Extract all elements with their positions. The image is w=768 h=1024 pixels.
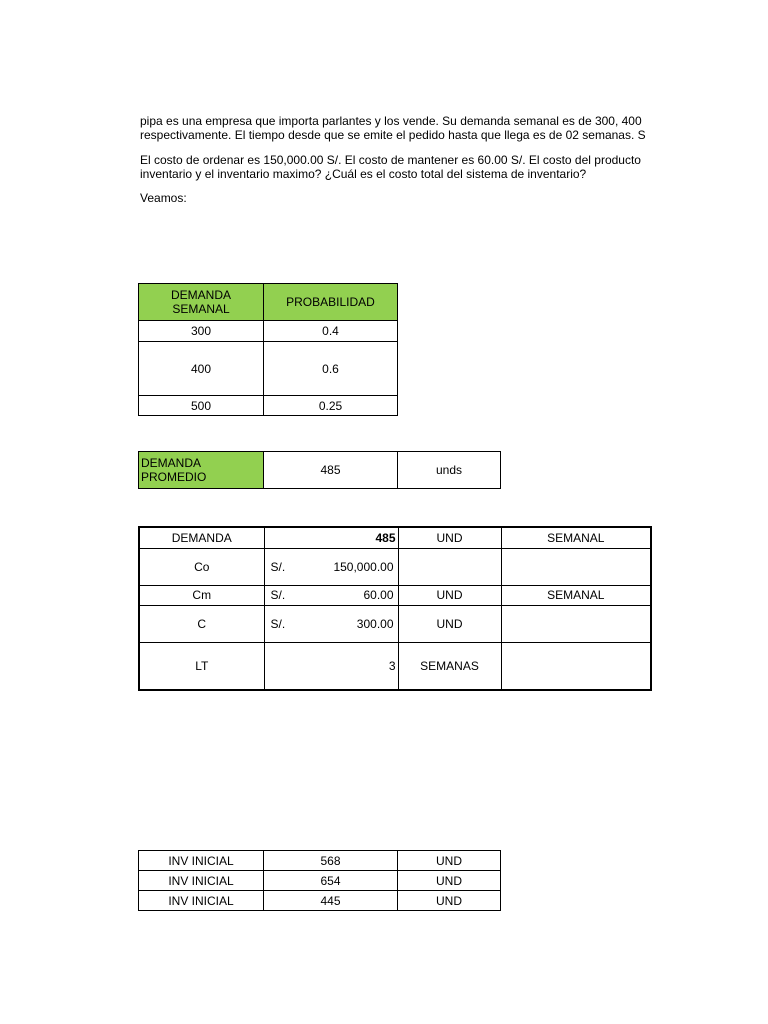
param-period: SEMANAL xyxy=(501,585,651,605)
table-row xyxy=(139,871,501,891)
inventory-value: 568 xyxy=(264,851,398,871)
param-period xyxy=(501,642,651,690)
inventory-value: 445 xyxy=(264,891,398,911)
inventory-label: INV INICIAL xyxy=(139,891,264,911)
intro-line-2: respectivamente. El tiempo desde que se emite el pedido hasta que llega es de 02 semanas. S xyxy=(140,128,646,142)
demand-cell: 500 xyxy=(139,396,264,416)
average-demand-unit: unds xyxy=(398,452,501,489)
inventory-unit: UND xyxy=(398,851,501,871)
probability-cell: 0.4 xyxy=(264,321,398,342)
table-row xyxy=(139,527,651,548)
intro-line-3: El costo de ordenar es 150,000.00 S/. El costo de mantener es 60.00 S/. El costo del producto xyxy=(140,153,641,167)
param-value: 60.00 xyxy=(363,588,394,602)
param-unit: UND xyxy=(398,605,501,642)
param-label: DEMANDA xyxy=(139,527,264,548)
demand-probability-table xyxy=(138,283,398,416)
average-demand-label: DEMANDA PROMEDIO xyxy=(139,452,264,489)
param-value: 300.00 xyxy=(356,616,394,631)
parameters-table xyxy=(138,526,652,691)
param-period xyxy=(501,605,651,642)
inventory-table xyxy=(138,850,501,911)
param-period: SEMANAL xyxy=(501,527,651,548)
table-row xyxy=(139,548,651,585)
probability-cell: 0.25 xyxy=(264,396,398,416)
param-amount-cell xyxy=(264,605,398,642)
inventory-label: INV INICIAL xyxy=(139,871,264,891)
table-row xyxy=(139,321,398,342)
table-row xyxy=(139,851,501,871)
param-unit: UND xyxy=(398,585,501,605)
param-label: Co xyxy=(139,548,264,585)
header-demanda-semanal: DEMANDA SEMANAL xyxy=(139,284,264,321)
param-unit xyxy=(398,548,501,585)
param-label: Cm xyxy=(139,585,264,605)
table-row xyxy=(139,342,398,396)
table-row xyxy=(139,891,501,911)
param-value: 485 xyxy=(264,527,398,548)
table-row xyxy=(139,605,651,642)
table-header-row xyxy=(139,284,398,321)
table-row xyxy=(139,396,398,416)
intro-line-4: inventario y el inventario maximo? ¿Cuál es el costo total del sistema de inventario? xyxy=(140,167,587,181)
table-row xyxy=(139,585,651,605)
average-demand-value: 485 xyxy=(264,452,398,489)
inventory-label: INV INICIAL xyxy=(139,851,264,871)
intro-line-1: pipa es una empresa que importa parlantes y los vende. Su demanda semanal es de 300, 400 xyxy=(140,114,642,128)
table-row xyxy=(139,452,501,489)
param-currency: S/. xyxy=(270,559,286,574)
inventory-unit: UND xyxy=(398,891,501,911)
param-currency: S/. xyxy=(270,616,286,631)
param-unit: UND xyxy=(398,527,501,548)
demand-cell: 300 xyxy=(139,321,264,342)
param-currency: S/. xyxy=(270,588,286,602)
param-amount-cell xyxy=(264,585,398,605)
probability-cell: 0.6 xyxy=(264,342,398,396)
average-demand-table xyxy=(138,451,501,489)
demand-cell: 400 xyxy=(139,342,264,396)
param-value: 150,000.00 xyxy=(333,559,394,574)
param-period xyxy=(501,548,651,585)
param-unit: SEMANAS xyxy=(398,642,501,690)
param-amount-cell xyxy=(264,548,398,585)
inventory-value: 654 xyxy=(264,871,398,891)
table-row xyxy=(139,642,651,690)
intro-line-5: Veamos: xyxy=(140,191,187,205)
param-label: C xyxy=(139,605,264,642)
param-value: 3 xyxy=(264,642,398,690)
header-probabilidad: PROBABILIDAD xyxy=(264,284,398,321)
inventory-unit: UND xyxy=(398,871,501,891)
param-label: LT xyxy=(139,642,264,690)
